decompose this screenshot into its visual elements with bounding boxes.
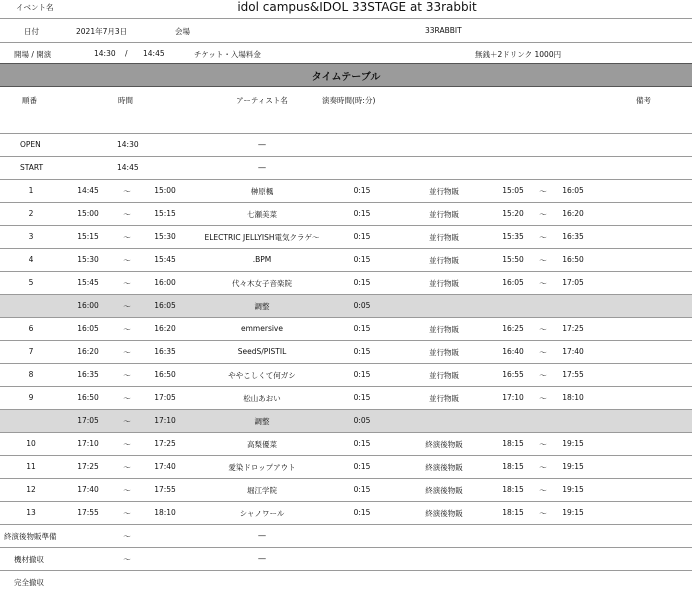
cell-duration: 0:15 bbox=[353, 439, 371, 448]
cell-merch-start: 15:05 bbox=[502, 186, 524, 195]
open-time: 14:30 bbox=[94, 49, 116, 58]
cell-merch: 並行物販 bbox=[429, 348, 459, 357]
cell-end: 17:05 bbox=[154, 393, 176, 402]
cell-merch: 並行物販 bbox=[429, 256, 459, 265]
cell-merch-tilde: 〜 bbox=[539, 509, 547, 518]
cell-merch: 終演後物販 bbox=[425, 486, 463, 495]
cell-order: 7 bbox=[28, 347, 34, 356]
cell-duration: 0:15 bbox=[353, 278, 371, 287]
cell-end: 16:20 bbox=[154, 324, 176, 333]
cell-merch-tilde: 〜 bbox=[539, 463, 547, 472]
cell-merch-end: 19:15 bbox=[562, 508, 584, 517]
start-label: START bbox=[20, 163, 44, 172]
cell-merch-start: 18:15 bbox=[502, 439, 524, 448]
cell-merch-tilde: 〜 bbox=[539, 233, 547, 242]
cell-tilde: 〜 bbox=[123, 302, 131, 311]
cell-merch-start: 15:50 bbox=[502, 255, 524, 264]
cell-tilde: 〜 bbox=[123, 486, 131, 495]
cell-tilde: 〜 bbox=[123, 394, 131, 403]
cell-artist: 調整 bbox=[254, 417, 270, 426]
cell-merch: 並行物販 bbox=[429, 325, 459, 334]
cell-end: 15:00 bbox=[154, 186, 176, 195]
cell-start: 16:05 bbox=[77, 324, 99, 333]
col-order: 順番 bbox=[22, 96, 37, 105]
cell-artist: 愛染ドロップアウト bbox=[228, 463, 296, 472]
cell-order: 2 bbox=[28, 209, 34, 218]
cell-start: 15:45 bbox=[77, 278, 99, 287]
cell-order: 9 bbox=[28, 393, 34, 402]
ticket-value: 無銭＋2ドリンク 1000円 bbox=[475, 50, 562, 59]
cell-artist: 榊原楓 bbox=[250, 187, 274, 196]
cell-duration: 0:15 bbox=[353, 186, 371, 195]
cell-end: 16:50 bbox=[154, 370, 176, 379]
cell-tilde: 〜 bbox=[123, 325, 131, 334]
cell-merch: 終演後物販 bbox=[425, 463, 463, 472]
cell-merch-end: 19:15 bbox=[562, 485, 584, 494]
cell-end: 17:40 bbox=[154, 462, 176, 471]
cell-merch: 並行物販 bbox=[429, 371, 459, 380]
event-name: idol campus&IDOL 33STAGE at 33rabbit bbox=[237, 0, 477, 14]
cell-merch-end: 17:55 bbox=[562, 370, 584, 379]
cell-order: 12 bbox=[26, 485, 36, 494]
venue-label: 会場 bbox=[175, 27, 190, 36]
cell-merch-end: 18:10 bbox=[562, 393, 584, 402]
cell-merch-end: 17:40 bbox=[562, 347, 584, 356]
cell-merch-tilde: 〜 bbox=[539, 256, 547, 265]
footer-label: 完全撤収 bbox=[14, 578, 44, 587]
cell-merch-tilde: 〜 bbox=[539, 440, 547, 449]
cell-tilde: 〜 bbox=[123, 256, 131, 265]
footer-tilde: 〜 bbox=[123, 555, 131, 564]
cell-end: 17:55 bbox=[154, 485, 176, 494]
cell-tilde: 〜 bbox=[123, 463, 131, 472]
cell-artist: SeedS/PISTIL bbox=[237, 347, 287, 356]
cell-merch-start: 15:35 bbox=[502, 232, 524, 241]
cell-merch-tilde: 〜 bbox=[539, 371, 547, 380]
cell-merch: 並行物販 bbox=[429, 210, 459, 219]
cell-end: 16:00 bbox=[154, 278, 176, 287]
cell-tilde: 〜 bbox=[123, 509, 131, 518]
cell-artist: シャノワール bbox=[239, 509, 285, 518]
cell-merch: 並行物販 bbox=[429, 279, 459, 288]
cell-order: 6 bbox=[28, 324, 34, 333]
col-note: 備考 bbox=[636, 96, 651, 105]
cell-merch-start: 17:10 bbox=[502, 393, 524, 402]
cell-order: 11 bbox=[26, 462, 36, 471]
cell-end: 15:15 bbox=[154, 209, 176, 218]
col-time: 時間 bbox=[118, 96, 133, 105]
cell-order: 4 bbox=[28, 255, 34, 264]
cell-duration: 0:05 bbox=[353, 416, 371, 425]
cell-end: 18:10 bbox=[154, 508, 176, 517]
open-artist-cell: ― bbox=[258, 140, 266, 149]
cell-tilde: 〜 bbox=[123, 187, 131, 196]
cell-artist: 高梨優菜 bbox=[247, 440, 277, 449]
cell-merch-tilde: 〜 bbox=[539, 187, 547, 196]
cell-end: 16:35 bbox=[154, 347, 176, 356]
cell-merch-start: 18:15 bbox=[502, 485, 524, 494]
cell-artist: 調整 bbox=[254, 302, 270, 311]
cell-duration: 0:05 bbox=[353, 301, 371, 310]
cell-order: 5 bbox=[28, 278, 34, 287]
cell-duration: 0:15 bbox=[353, 462, 371, 471]
cell-order: 8 bbox=[28, 370, 34, 379]
cell-merch-end: 16:05 bbox=[562, 186, 584, 195]
cell-end: 15:45 bbox=[154, 255, 176, 264]
cell-start: 17:25 bbox=[77, 462, 99, 471]
cell-merch-tilde: 〜 bbox=[539, 486, 547, 495]
cell-merch-end: 16:20 bbox=[562, 209, 584, 218]
cell-end: 15:30 bbox=[154, 232, 176, 241]
col-artist: アーティスト名 bbox=[236, 96, 288, 105]
cell-artist: .BPM bbox=[252, 255, 272, 264]
cell-tilde: 〜 bbox=[123, 371, 131, 380]
cell-merch-start: 18:15 bbox=[502, 508, 524, 517]
cell-merch-tilde: 〜 bbox=[539, 325, 547, 334]
cell-duration: 0:15 bbox=[353, 393, 371, 402]
cell-merch: 終演後物販 bbox=[425, 440, 463, 449]
cell-duration: 0:15 bbox=[353, 255, 371, 264]
cell-merch: 並行物販 bbox=[429, 187, 459, 196]
cell-start: 15:15 bbox=[77, 232, 99, 241]
cell-start: 17:55 bbox=[77, 508, 99, 517]
footer-label: 機材撤収 bbox=[14, 555, 44, 564]
adjustment-band bbox=[0, 295, 692, 317]
cell-duration: 0:15 bbox=[353, 232, 371, 241]
cell-artist: 代々木女子音楽院 bbox=[232, 279, 292, 288]
cell-duration: 0:15 bbox=[353, 508, 371, 517]
cell-tilde: 〜 bbox=[123, 210, 131, 219]
cell-merch-start: 16:05 bbox=[502, 278, 524, 287]
cell-end: 17:25 bbox=[154, 439, 176, 448]
cell-duration: 0:15 bbox=[353, 324, 371, 333]
cell-merch-end: 16:35 bbox=[562, 232, 584, 241]
cell-end: 16:05 bbox=[154, 301, 176, 310]
date-value: 2021年7月3日 bbox=[76, 27, 128, 36]
cell-merch: 終演後物販 bbox=[425, 509, 463, 518]
venue-value: 33RABBIT bbox=[425, 26, 462, 35]
open-time-cell: 14:30 bbox=[117, 140, 139, 149]
cell-order: 13 bbox=[26, 508, 36, 517]
cell-merch-start: 15:20 bbox=[502, 209, 524, 218]
cell-order: 1 bbox=[28, 186, 34, 195]
open-label: OPEN bbox=[20, 140, 41, 149]
cell-duration: 0:15 bbox=[353, 209, 371, 218]
cell-end: 17:10 bbox=[154, 416, 176, 425]
cell-order: 3 bbox=[28, 232, 34, 241]
cell-duration: 0:15 bbox=[353, 485, 371, 494]
cell-merch-start: 16:40 bbox=[502, 347, 524, 356]
cell-start: 17:40 bbox=[77, 485, 99, 494]
open-start-label: 開場 / 開演 bbox=[14, 50, 52, 59]
cell-merch-tilde: 〜 bbox=[539, 279, 547, 288]
cell-artist: 堀江学院 bbox=[247, 486, 277, 495]
cell-merch-tilde: 〜 bbox=[539, 348, 547, 357]
cell-merch-end: 19:15 bbox=[562, 462, 584, 471]
cell-start: 17:05 bbox=[77, 416, 99, 425]
cell-merch-end: 19:15 bbox=[562, 439, 584, 448]
cell-merch-end: 17:25 bbox=[562, 324, 584, 333]
start-time-cell: 14:45 bbox=[117, 163, 139, 172]
cell-start: 16:00 bbox=[77, 301, 99, 310]
cell-merch-end: 17:05 bbox=[562, 278, 584, 287]
cell-tilde: 〜 bbox=[123, 417, 131, 426]
footer-artist: ― bbox=[258, 531, 266, 540]
cell-duration: 0:15 bbox=[353, 347, 371, 356]
cell-start: 16:20 bbox=[77, 347, 99, 356]
cell-merch-start: 16:55 bbox=[502, 370, 524, 379]
footer-label: 終演後物販準備 bbox=[4, 532, 57, 541]
start-time: 14:45 bbox=[143, 49, 165, 58]
start-artist-cell: ― bbox=[258, 163, 266, 172]
col-duration: 演奏時間(時:分) bbox=[322, 96, 376, 105]
cell-start: 15:30 bbox=[77, 255, 99, 264]
cell-merch: 並行物販 bbox=[429, 394, 459, 403]
cell-start: 17:10 bbox=[77, 439, 99, 448]
cell-tilde: 〜 bbox=[123, 440, 131, 449]
cell-start: 15:00 bbox=[77, 209, 99, 218]
cell-artist: emmersive bbox=[241, 324, 283, 333]
cell-merch-start: 18:15 bbox=[502, 462, 524, 471]
footer-artist: ― bbox=[258, 554, 266, 563]
footer-tilde: 〜 bbox=[123, 532, 131, 541]
cell-artist: 松山あおい bbox=[243, 394, 281, 403]
cell-artist: ややこしくて何ガシ bbox=[228, 371, 296, 380]
ticket-label: チケット・入場料金 bbox=[194, 50, 261, 59]
cell-artist: ELECTRIC JELLYISH電気クラゲ〜 bbox=[204, 233, 320, 242]
timetable-title: タイムテーブル bbox=[311, 72, 381, 83]
cell-merch-tilde: 〜 bbox=[539, 394, 547, 403]
cell-tilde: 〜 bbox=[123, 279, 131, 288]
cell-tilde: 〜 bbox=[123, 233, 131, 242]
cell-tilde: 〜 bbox=[123, 348, 131, 357]
cell-order: 10 bbox=[26, 439, 36, 448]
cell-start: 16:35 bbox=[77, 370, 99, 379]
event-label: イベント名 bbox=[16, 3, 54, 12]
time-slash: / bbox=[125, 49, 128, 58]
cell-start: 16:50 bbox=[77, 393, 99, 402]
cell-start: 14:45 bbox=[77, 186, 99, 195]
cell-artist: 七瀬美菜 bbox=[247, 210, 277, 219]
cell-merch-end: 16:50 bbox=[562, 255, 584, 264]
adjustment-band bbox=[0, 410, 692, 432]
cell-duration: 0:15 bbox=[353, 370, 371, 379]
timetable-title-band bbox=[0, 63, 692, 87]
cell-merch-tilde: 〜 bbox=[539, 210, 547, 219]
date-label: 日付 bbox=[24, 27, 39, 36]
cell-merch: 並行物販 bbox=[429, 233, 459, 242]
cell-merch-start: 16:25 bbox=[502, 324, 524, 333]
